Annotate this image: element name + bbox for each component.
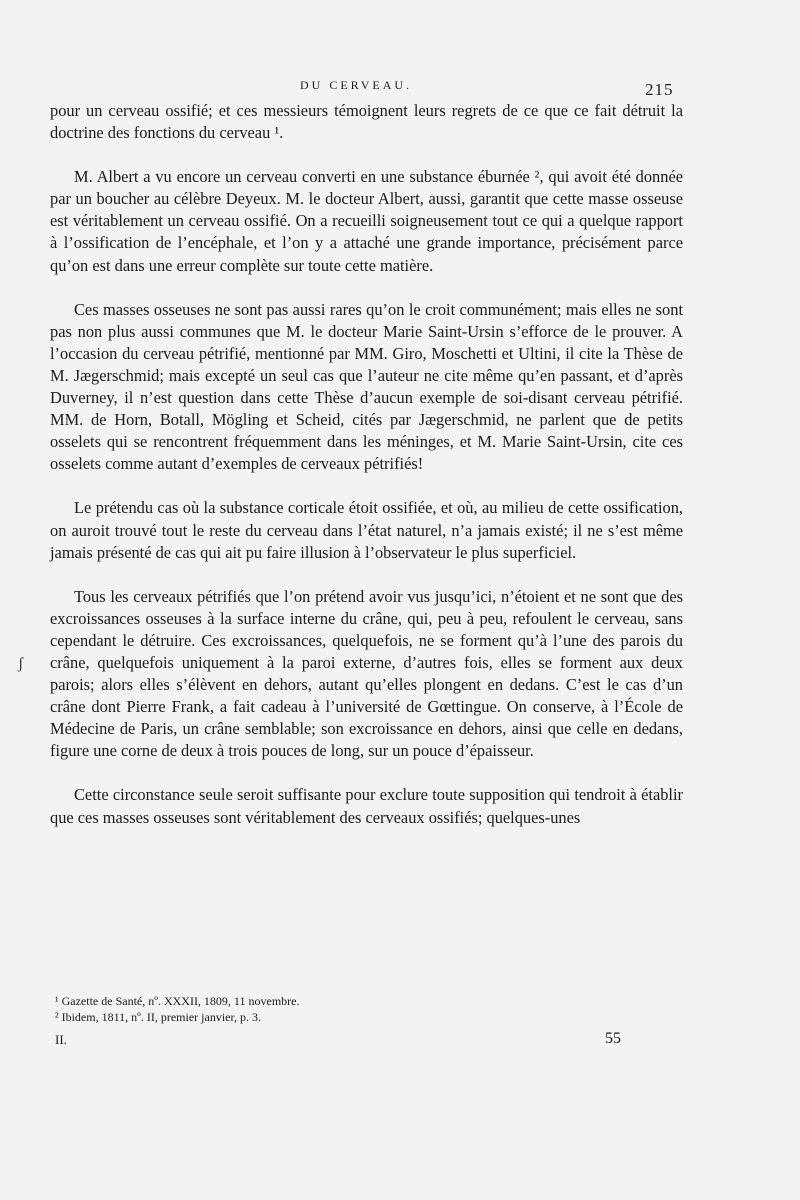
body-text: [50, 100, 683, 851]
margin-ink-mark: ʃ: [18, 655, 24, 672]
paragraph-cerveaux-petrifies: Tous les cerveaux pétrifiés que l’on prétend avoir vus jusqu’ici, n’étoient et ne sont que des excroissances osseuses à la surface interne du crâne, qui, peu à peu, refoulent le cerveau, sans cependant le détruire. Ces excroissances, quelquefois, ne se forment qu’à l’une des parois du crâne, quelquefois uniquement à la paroi externe, d’autres fois, elles se forment aux deux parois; alors elles s’élèvent en dehors, autant qu’elles plongent en dedans. C’est le cas d’un crâne dont Pierre Frank, a fait cadeau à l’université de Gœttingue. On conserve, à l’École de Médecine de Paris, un crâne semblable; son excroissance en dehors, ainsi que celle en dedans, figure une corne de deux à trois pouces de long, sur un pouce d’épaisseur.: [50, 586, 683, 761]
footnote-2: ² Ibidem, 1811, nº. II, premier janvier, p. 3.: [55, 1010, 262, 1024]
paragraph-masses-osseuses: Ces masses osseuses ne sont pas aussi rares qu’on le croit communément; mais elles ne sont pas non plus aussi communes que M. le docteur Marie Saint-Ursin s’efforce de le prouver. A l’occasion du cerveau pétrifié, mentionné par MM. Giro, Moschetti et Ultini, il cite la Thèse de M. Jægerschmid; mais excepté un seul cas que l’auteur ne cite même qu’en passant, et d’après Duverney, il n’est question dans cette Thèse d’aucun exemple de soi-disant cerveau pétrifié. MM. de Horn, Botall, Mögling et Scheid, cités par Jægerschmid, ne parlent que de petits osselets qui se rencontrent fréquemment dans les méninges, et M. Marie Saint-Ursin, cite ces osselets comme autant d’exemples de cerveaux pétrifiés!: [50, 299, 683, 474]
running-head: [0, 78, 800, 98]
footnote-1: ¹ Gazette de Santé, nº. XXXII, 1809, 11 novembre.: [55, 994, 300, 1008]
page-number: 215: [645, 80, 674, 99]
volume-number: II.: [55, 1032, 67, 1047]
paragraph-continued: pour un cerveau ossifié; et ces messieurs témoignent leurs regrets de ce que ce fait détruit la doctrine des fonctions du cerveau ¹.: [50, 101, 683, 143]
running-title: DU CERVEAU.: [300, 78, 413, 92]
paragraph-pretendu-cas: Le prétendu cas où la substance corticale étoit ossifiée, et où, au milieu de cette ossification, on auroit trouvé tout le reste du cerveau dans l’état naturel, n’a jamais existé; il ne s’est même jamais présenté de cas qui ait pu faire illusion à l’observateur le plus superficiel.: [50, 498, 683, 562]
paragraph-albert: M. Albert a vu encore un cerveau converti en une substance éburnée ², qui avoit été donnée par un boucher au célèbre Deyeux. M. le docteur Albert, aussi, garantit que cette masse osseuse est véritablement un cerveau ossifié. On a recueilli soigneusement tout ce qui a quelque rapport à l’ossification de l’encéphale, et l’on y a attaché une grande importance, précisément parce qu’on est dans une erreur complète sur toute cette matière.: [50, 167, 683, 275]
sheet-signature: 55: [605, 1030, 621, 1047]
signature-line: [55, 1030, 655, 1050]
footnotes: [55, 993, 675, 1025]
paragraph-circonstance: Cette circonstance seule seroit suffisante pour exclure toute supposition qui tendroit à établir que ces masses osseuses sont véritablement des cerveaux ossifiés; quelques-unes: [50, 785, 683, 827]
